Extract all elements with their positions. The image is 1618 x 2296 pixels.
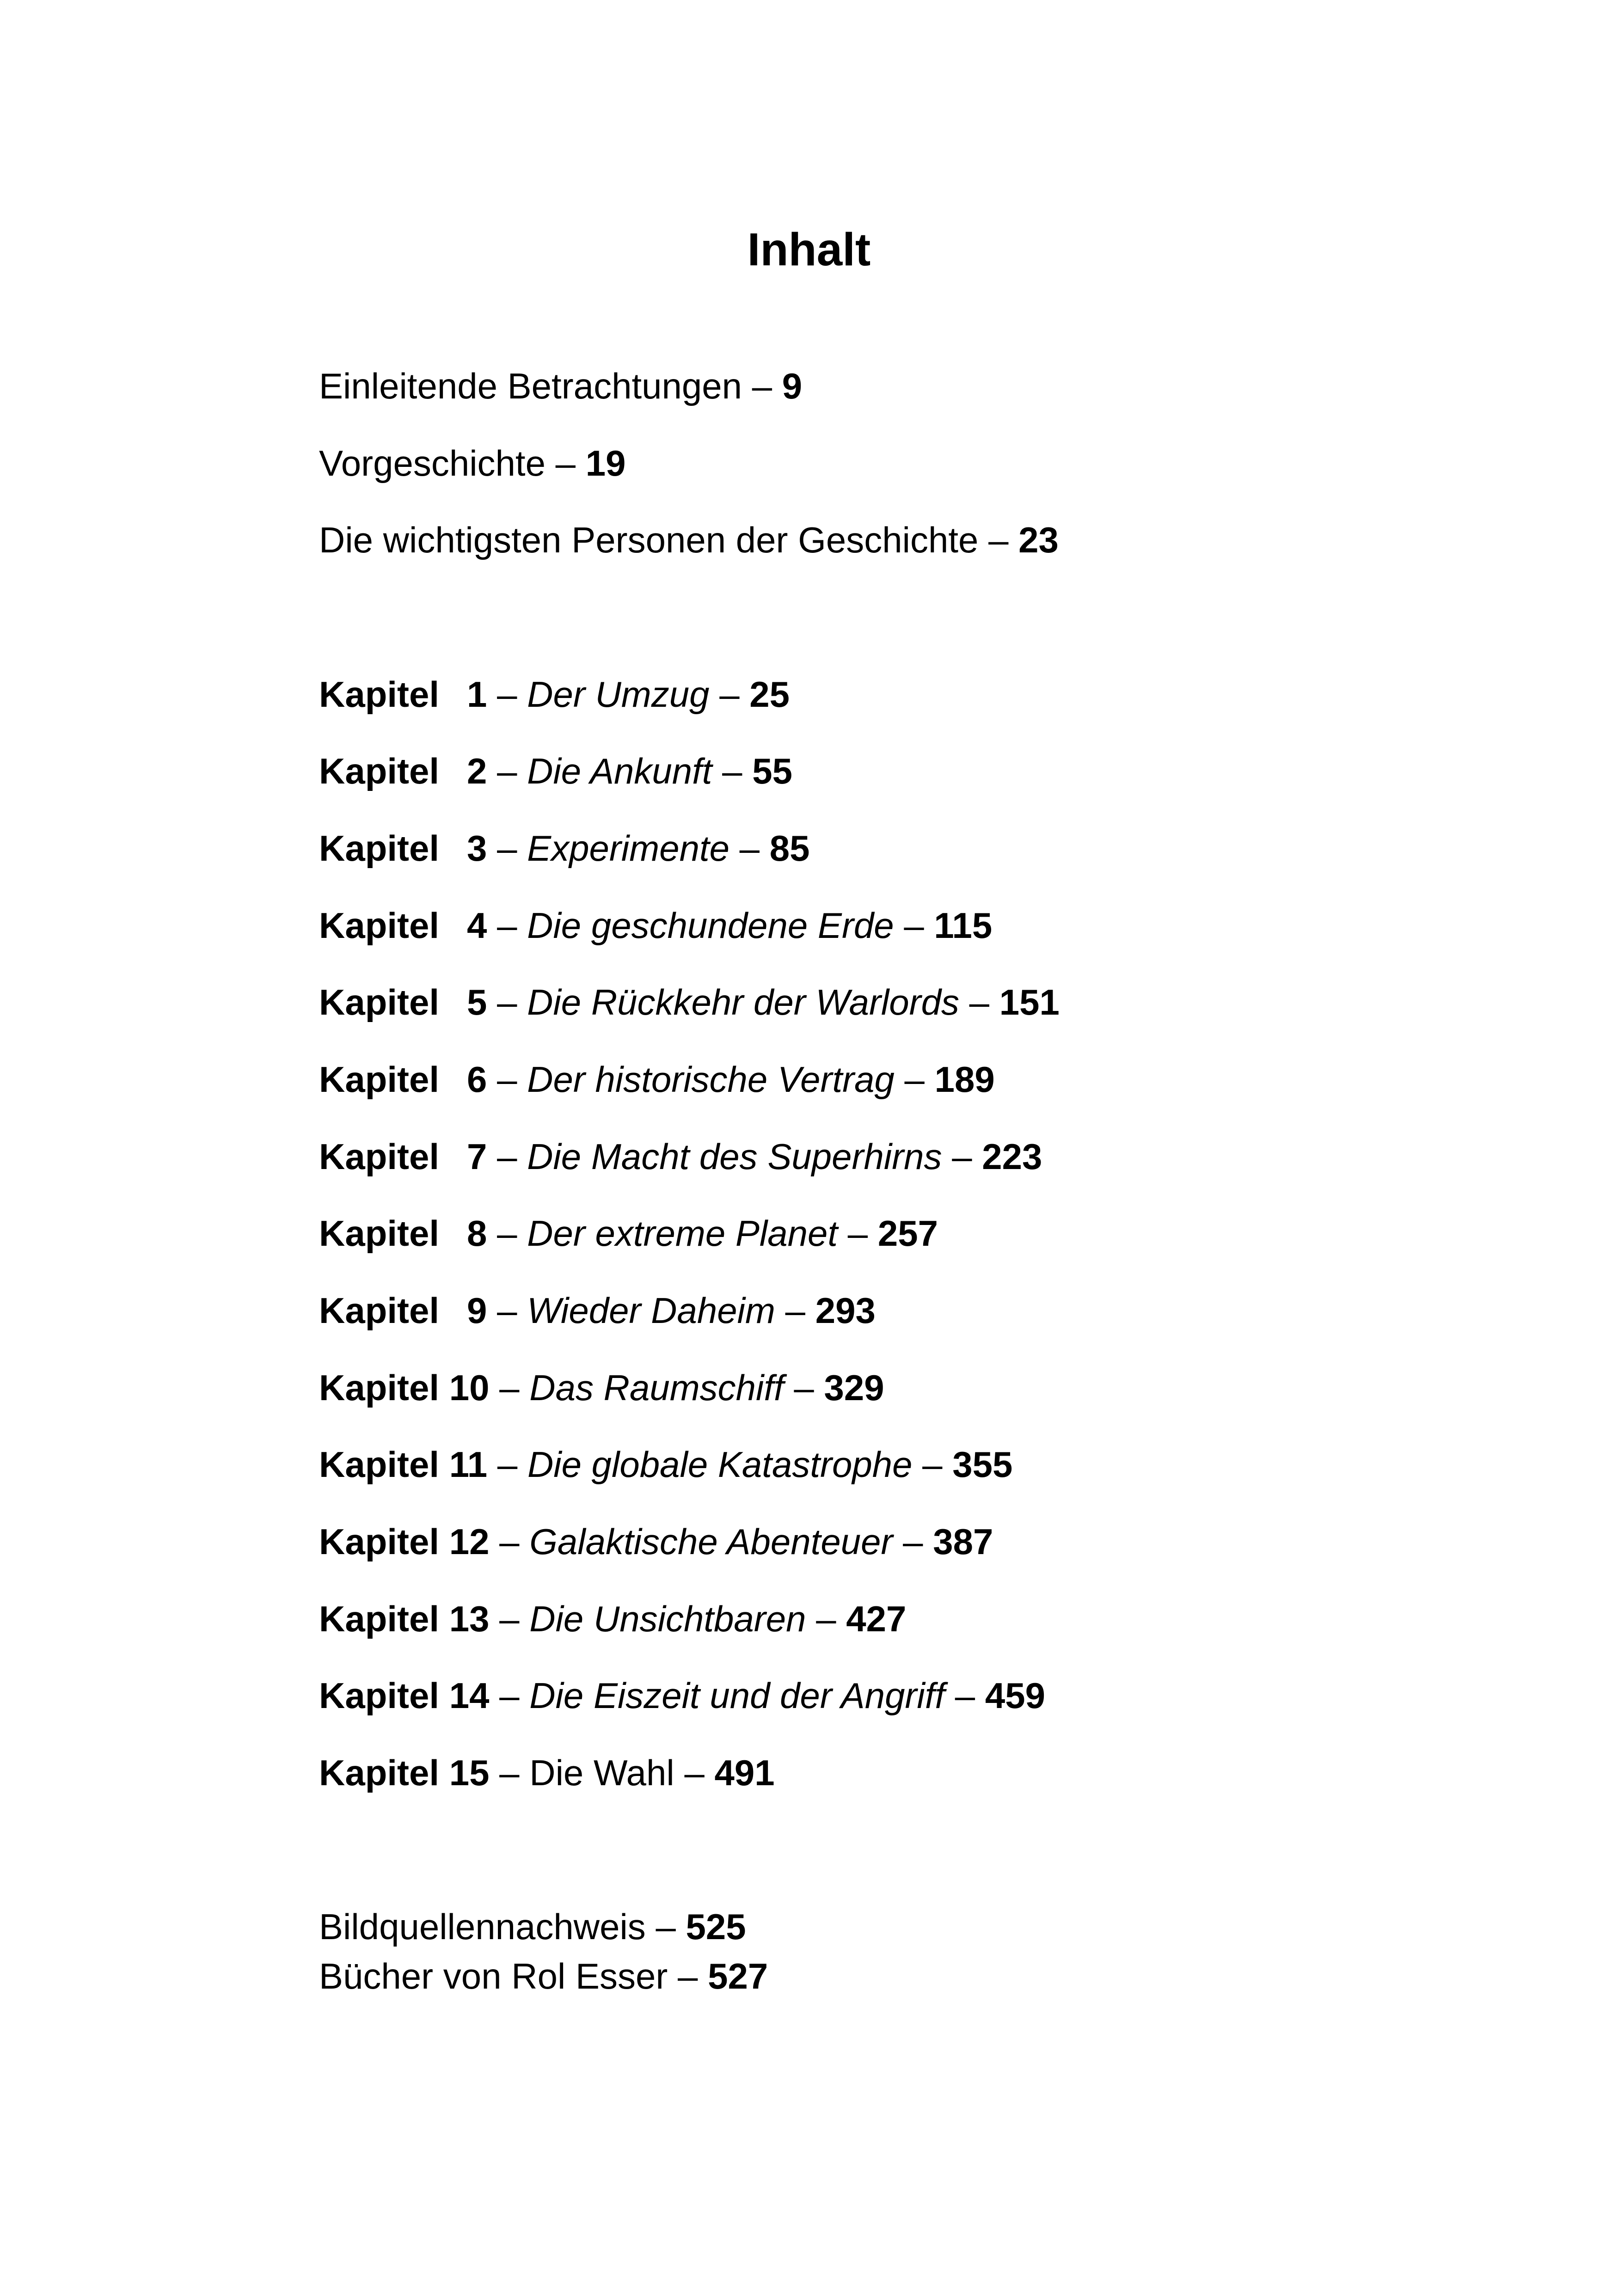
- toc-entry-front-2: [319, 440, 625, 486]
- chapter-title: Die Eiszeit und der Angriff: [529, 1675, 945, 1716]
- toc-chapter-12: [319, 1518, 993, 1565]
- chapter-word: Kapitel: [319, 1598, 440, 1639]
- chapter-number: 14: [449, 1675, 490, 1716]
- chapter-word: Kapitel: [319, 1675, 440, 1716]
- chapter-word: Kapitel: [319, 1136, 440, 1177]
- chapter-page: 55: [752, 751, 792, 791]
- toc-entry-front-3: [319, 517, 1059, 563]
- chapter-word: Kapitel: [319, 751, 440, 791]
- chapter-page: 293: [815, 1290, 876, 1331]
- chapter-page: 257: [877, 1213, 938, 1254]
- entry-label: Einleitende Betrachtungen: [319, 366, 742, 406]
- chapter-word: Kapitel: [319, 982, 440, 1022]
- dash: –: [752, 366, 772, 406]
- dash: –: [497, 1213, 517, 1254]
- toc-chapter-9: [319, 1287, 876, 1334]
- dash: –: [952, 1136, 972, 1177]
- dash: –: [794, 1367, 814, 1408]
- toc-chapter-1: [319, 671, 790, 717]
- dash: –: [497, 751, 517, 791]
- entry-label: Bildquellennachweis: [319, 1906, 646, 1947]
- dash: –: [656, 1906, 676, 1947]
- toc-chapter-5: [319, 979, 1060, 1025]
- toc-chapter-8: [319, 1210, 938, 1256]
- chapter-word: Kapitel: [319, 905, 440, 946]
- entry-label: Die wichtigsten Personen der Geschichte: [319, 520, 979, 560]
- chapter-number: 3: [467, 828, 487, 869]
- dash: –: [904, 905, 924, 946]
- chapter-title: Der Umzug: [527, 674, 710, 715]
- chapter-word: Kapitel: [319, 1444, 440, 1485]
- chapter-number: 7: [467, 1136, 487, 1177]
- chapter-number: 6: [467, 1059, 487, 1100]
- chapter-title: Die geschundene Erde: [527, 905, 894, 946]
- dash: –: [988, 520, 1009, 560]
- chapter-word: Kapitel: [319, 674, 440, 715]
- entry-page: 23: [1018, 520, 1059, 560]
- chapter-page: 189: [934, 1059, 995, 1100]
- toc-chapter-4: [319, 902, 992, 949]
- dash: –: [497, 828, 517, 869]
- dash: –: [499, 1367, 520, 1408]
- dash: –: [722, 751, 742, 791]
- toc-chapter-11: [319, 1441, 1012, 1488]
- dash: –: [499, 1752, 520, 1793]
- toc-entry-front-1: [319, 363, 802, 409]
- chapter-number: 2: [467, 751, 487, 791]
- chapter-number: 10: [449, 1367, 490, 1408]
- chapter-number: 5: [467, 982, 487, 1022]
- chapter-number: 11: [449, 1444, 488, 1485]
- dash: –: [499, 1598, 520, 1639]
- chapter-word: Kapitel: [319, 1521, 440, 1562]
- toc-chapter-3: [319, 825, 810, 871]
- entry-label: Vorgeschichte: [319, 443, 545, 484]
- toc-chapter-15: [319, 1750, 775, 1796]
- toc-chapter-10: [319, 1365, 884, 1411]
- page-title: Inhalt: [747, 224, 871, 276]
- chapter-word: Kapitel: [319, 1367, 440, 1408]
- toc-chapter-7: [319, 1133, 1042, 1180]
- chapter-title: Experimente: [527, 828, 729, 869]
- dash: –: [497, 1290, 517, 1331]
- chapter-title: Der historische Vertrag: [527, 1059, 895, 1100]
- chapter-title: Das Raumschiff: [529, 1367, 784, 1408]
- chapter-title: Die Unsichtbaren: [529, 1598, 806, 1639]
- dash: –: [922, 1444, 943, 1485]
- dash: –: [816, 1598, 836, 1639]
- chapter-page: 85: [769, 828, 810, 869]
- chapter-number: 9: [467, 1290, 487, 1331]
- toc-chapter-2: [319, 748, 792, 794]
- chapter-title: Wieder Daheim: [527, 1290, 775, 1331]
- entry-page: 525: [686, 1906, 746, 1947]
- chapter-title: Die globale Katastrophe: [527, 1444, 913, 1485]
- toc-entry-back-2: [319, 1953, 768, 1999]
- dash: –: [969, 982, 990, 1022]
- dash: –: [497, 982, 517, 1022]
- dash: –: [739, 828, 760, 869]
- dash: –: [499, 1675, 520, 1716]
- dash: –: [785, 1290, 806, 1331]
- chapter-page: 223: [982, 1136, 1042, 1177]
- chapter-number: 12: [449, 1521, 490, 1562]
- chapter-page: 355: [952, 1444, 1013, 1485]
- chapter-word: Kapitel: [319, 1059, 440, 1100]
- chapter-word: Kapitel: [319, 828, 440, 869]
- dash: –: [847, 1213, 868, 1254]
- dash: –: [904, 1059, 925, 1100]
- chapter-number: 13: [449, 1598, 490, 1639]
- entry-page: 527: [708, 1956, 768, 1996]
- chapter-title: Die Rückkehr der Warlords: [527, 982, 959, 1022]
- chapter-number: 8: [467, 1213, 487, 1254]
- dash: –: [555, 443, 576, 484]
- chapter-title: Der extreme Planet: [527, 1213, 838, 1254]
- dash: –: [497, 1136, 517, 1177]
- chapter-page: 115: [934, 905, 993, 946]
- chapter-page: 387: [933, 1521, 993, 1562]
- chapter-page: 427: [846, 1598, 907, 1639]
- dash: –: [955, 1675, 975, 1716]
- chapter-page: 459: [985, 1675, 1045, 1716]
- toc-chapter-13: [319, 1596, 906, 1642]
- chapter-word: Kapitel: [319, 1290, 440, 1331]
- dash: –: [684, 1752, 705, 1793]
- entry-page: 9: [782, 366, 803, 406]
- chapter-title: Die Ankunft: [527, 751, 712, 791]
- chapter-page: 491: [714, 1752, 775, 1793]
- chapter-title: Galaktische Abenteuer: [529, 1521, 893, 1562]
- chapter-word: Kapitel: [319, 1752, 440, 1793]
- chapter-number: 1: [467, 674, 487, 715]
- chapter-page: 329: [824, 1367, 884, 1408]
- entry-page: 19: [585, 443, 626, 484]
- toc-entry-back-1: [319, 1904, 746, 1950]
- chapter-page: 25: [749, 674, 790, 715]
- dash: –: [678, 1956, 698, 1996]
- chapter-title: Die Wahl: [529, 1752, 674, 1793]
- toc-chapter-6: [319, 1056, 995, 1102]
- chapter-number: 4: [467, 905, 487, 946]
- dash: –: [719, 674, 740, 715]
- dash: –: [497, 1444, 518, 1485]
- chapter-word: Kapitel: [319, 1213, 440, 1254]
- dash: –: [903, 1521, 923, 1562]
- dash: –: [497, 1059, 517, 1100]
- chapter-page: 151: [999, 982, 1060, 1022]
- dash: –: [497, 674, 517, 715]
- entry-label: Bücher von Rol Esser: [319, 1956, 668, 1996]
- toc-chapter-14: [319, 1672, 1045, 1719]
- chapter-number: 15: [449, 1752, 490, 1793]
- dash: –: [499, 1521, 520, 1562]
- chapter-title: Die Macht des Superhirns: [527, 1136, 942, 1177]
- dash: –: [497, 905, 517, 946]
